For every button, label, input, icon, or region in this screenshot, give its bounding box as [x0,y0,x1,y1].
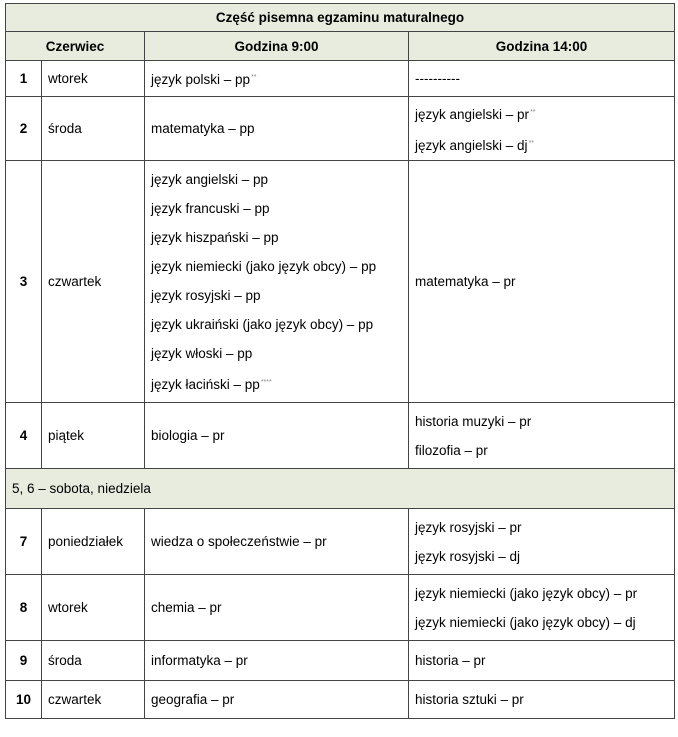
day-number: 10 [6,681,42,719]
morning-exams-cell [145,509,409,575]
exam-subject: historia – pr [415,653,486,668]
morning-exams-cell [145,97,409,161]
exam-subject: język angielski – pp [151,171,269,187]
exam-subject: geografia – pr [151,692,235,707]
table-title: Część pisemna egzaminu maturalnego [6,4,675,32]
exam-entry [151,63,408,94]
exam-entry [415,646,674,675]
footnote-marker: ** [528,139,535,147]
morning-header: Godzina 9:00 [145,32,409,61]
exam-subject: informatyka – pr [151,653,248,668]
exam-subject: język rosyjski – pp [151,287,261,303]
exam-entry [151,685,408,714]
day-number: 4 [6,403,42,469]
exam-subject: język łaciński – pp [151,376,260,392]
day-name: poniedziałek [42,509,145,575]
afternoon-exams-cell [409,161,675,403]
header-row [6,32,675,61]
exam-entry [151,310,408,339]
exam-entry [151,646,408,675]
afternoon-exams-cell [409,97,675,161]
exam-entry [415,436,674,465]
exam-entry [151,421,408,450]
day-name: wtorek [42,575,145,641]
afternoon-exams-cell [409,641,675,681]
footnote-marker: ** [530,108,536,116]
exam-entry [415,542,674,571]
exam-entry [151,223,408,252]
afternoon-exams-cell [409,403,675,469]
exam-schedule-table [5,3,675,719]
afternoon-exams-cell [409,575,675,641]
table-row [6,575,675,641]
exam-entry [151,593,408,622]
exam-subject: matematyka – pp [151,121,255,136]
exam-entry [151,114,408,143]
day-number: 7 [6,509,42,575]
day-name: czwartek [42,161,145,403]
table-row [6,509,675,575]
exam-entry [415,608,674,637]
title-row [6,4,675,32]
morning-exams-cell [145,641,409,681]
exam-subject: historia muzyki – pr [415,413,532,429]
exam-subject: język hiszpański – pp [151,229,279,245]
table-row [6,641,675,681]
weekend-separator-text: 5, 6 – sobota, niedziela [6,469,675,509]
exam-subject: język niemiecki (jako język obcy) – pr [415,585,638,601]
month-header: Czerwiec [6,32,145,61]
exam-subject: język niemiecki (jako język obcy) – pp [151,258,377,274]
exam-subject: matematyka – pr [415,274,516,289]
exam-subject: język rosyjski – pr [415,519,522,535]
day-name: środa [42,97,145,161]
table-row [6,61,675,97]
exam-entry [415,513,674,542]
morning-exams-cell [145,681,409,719]
exam-entry [151,252,408,281]
exam-subject: język ukraiński (jako język obcy) – pp [151,316,374,332]
morning-exams-cell [145,61,409,97]
afternoon-exams-cell [409,681,675,719]
day-number: 2 [6,97,42,161]
exam-subject: wiedza o społeczeństwie – pr [151,534,327,549]
day-number: 8 [6,575,42,641]
exam-subject: język angielski – pr [415,106,530,122]
day-name: wtorek [42,61,145,97]
table-row [6,161,675,403]
exam-subject: język francuski – pp [151,200,270,216]
exam-subject: chemia – pr [151,600,222,615]
exam-entry [151,194,408,223]
exam-entry [151,527,408,556]
exam-entry [151,339,408,368]
exam-entry [151,368,408,399]
exam-subject: język angielski – dj [415,137,528,153]
table-row [6,403,675,469]
exam-entry [415,129,674,160]
exam-entry [415,267,674,296]
morning-exams-cell [145,575,409,641]
afternoon-exams-cell [409,61,675,97]
day-number: 9 [6,641,42,681]
exam-entry [415,579,674,608]
afternoon-exams-cell [409,509,675,575]
day-name: środa [42,641,145,681]
morning-exams-cell [145,161,409,403]
schedule-body [6,4,675,719]
exam-subject: biologia – pr [151,428,225,443]
exam-entry [415,98,674,129]
exam-entry [415,407,674,436]
exam-entry [415,64,674,93]
exam-subject: ---------- [415,71,460,86]
afternoon-header: Godzina 14:00 [409,32,675,61]
footnote-marker: **** [260,378,272,386]
exam-subject: język włoski – pp [151,345,253,361]
exam-entry [151,165,408,194]
weekend-separator-row [6,469,675,509]
exam-subject: historia sztuki – pr [415,692,524,707]
table-row [6,97,675,161]
exam-subject: filozofia – pr [415,442,488,458]
day-number: 1 [6,61,42,97]
exam-entry [151,281,408,310]
exam-subject: język rosyjski – dj [415,548,521,564]
day-number: 3 [6,161,42,403]
day-name: piątek [42,403,145,469]
table-row [6,681,675,719]
day-name: czwartek [42,681,145,719]
exam-subject: język niemiecki (jako język obcy) – dj [415,614,636,630]
morning-exams-cell [145,403,409,469]
exam-entry [415,685,674,714]
exam-subject: język polski – pp [151,72,251,87]
footnote-marker: ** [251,74,257,81]
